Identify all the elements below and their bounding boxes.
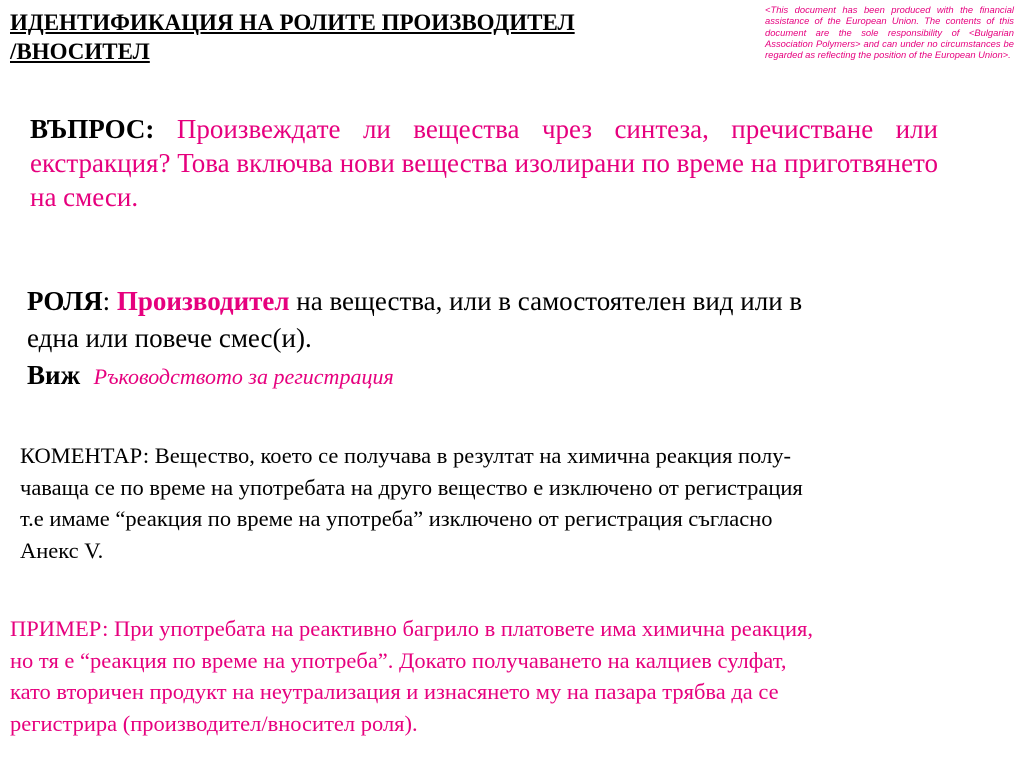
question-label: ВЪПРОС: [30,114,155,144]
question-text: Произвеждате ли вещества чрез синтеза, пречистване или екстракция? Това включва нови вещества изолирани по време на приготвянето на смеси. [30,114,938,212]
example-line1: ПРИМЕР: При употребата на реактивно багрило в платовете има химична реакция, [10,616,813,641]
comment-line3: т.е имаме “реакция по време на употреба” изключено от регистрация съгласно [20,506,773,531]
slide-title-line2: /ВНОСИТЕЛ [10,39,150,64]
example-line3: като вторичен продукт на неутрализация и изнасянето му на пазара трябва да се [10,679,779,704]
role-text-line1: на вещества, или в самостоятелен вид или в [296,286,803,316]
registration-guide-link[interactable]: Ръководството за регистрация [93,364,394,389]
comment-line4: Анекс V. [20,537,104,563]
role-label: РОЛЯ [27,286,103,316]
role-text-line2: една или повече смес(и). [27,323,312,353]
eu-disclaimer: <This document has been produced with the financial assistance of the European Union. The contents of this document are the sole responsibility of <Bulgarian Association Polymers> and can under no circumstances be regarded as reflecting the position of the European Union>. [765,4,1014,61]
role-block [27,283,1017,395]
slide-title [10,8,720,66]
comment-line1: КОМЕНТАР: Вещество, което се получава в резултат на химична реакция полу- [20,443,792,468]
example-line4: регистрира (производител/вносител роля). [10,710,418,736]
slide-title-line1: ИДЕНТИФИКАЦИЯ НА РОЛИТЕ ПРОИЗВОДИТЕЛ [10,10,575,35]
role-term: Производител [116,286,290,316]
role-colon: : [102,286,111,316]
see-label: Виж [27,360,81,390]
example-line2: но тя е “реакция по време на употреба”. Докато получаването на калциев сулфат, [10,647,787,673]
question-block [30,112,938,214]
comment-line2: чаваща се по време на употребата на друго вещество е изключено от регистрация [20,474,803,500]
comment-block [20,440,1015,566]
example-block [10,613,1022,739]
